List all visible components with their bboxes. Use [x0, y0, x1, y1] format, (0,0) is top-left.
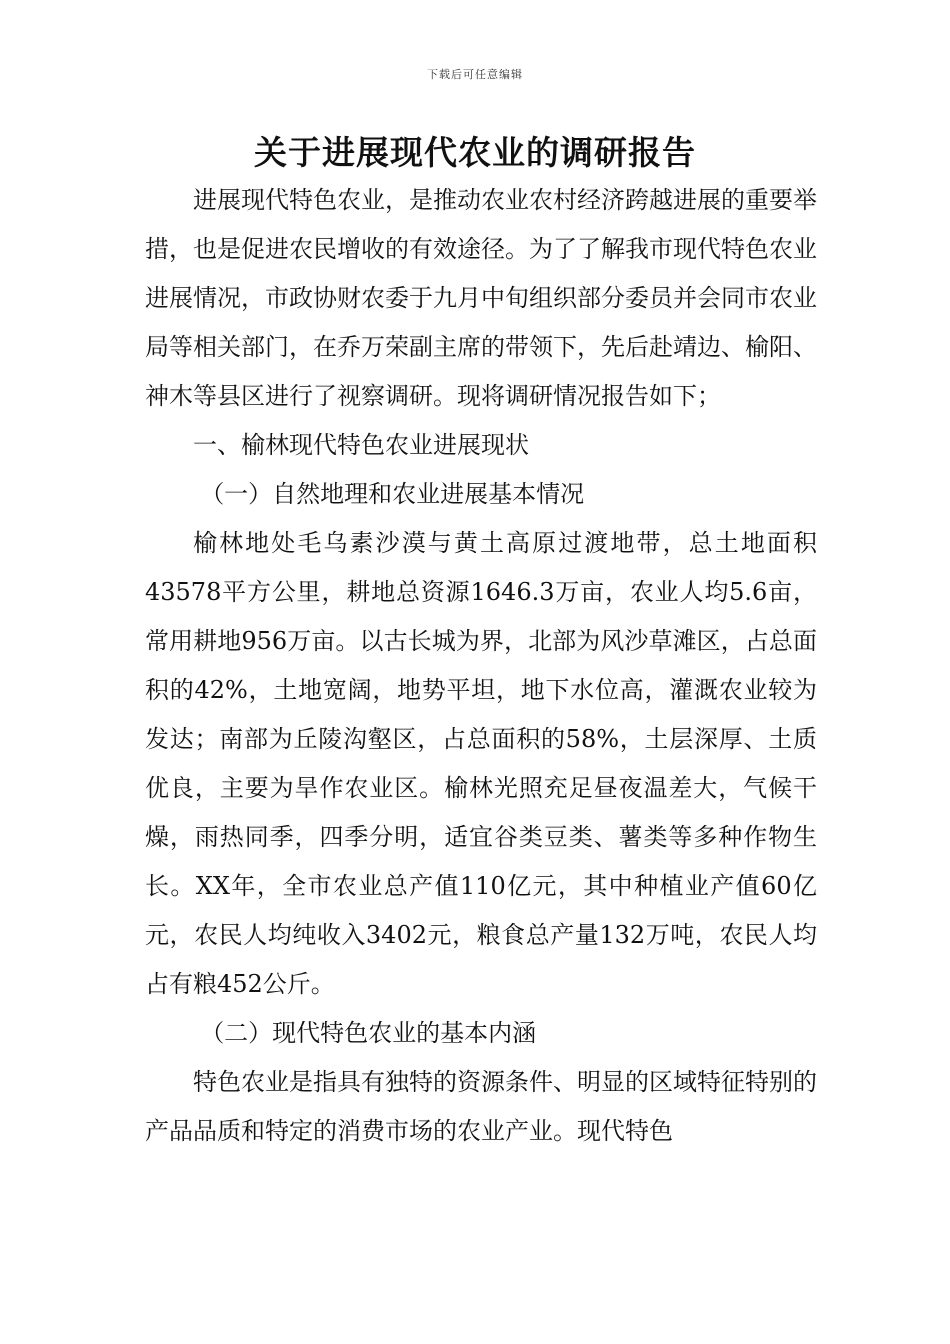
header-note: 下载后可任意编辑 — [427, 68, 523, 81]
subsection-1-heading: （一）自然地理和农业进展基本情况 — [200, 480, 585, 508]
section-1-heading: 一、榆林现代特色农业进展现状 — [193, 431, 529, 459]
subsection-1-paragraph: 榆林地处毛乌素沙漠与黄土高原过渡地带，总土地面积43578平方公里，耕地总资源1646.3万亩，农业人均5.6亩，常用耕地956万亩。以古长城为界，北部为风沙草滩区，占总面积的42%，土地宽阔，地势平坦，地下水位高，灌溉农业较为发达；南部为丘陵沟壑区，占总面积的58%，土层深厚、土质优良，主要为旱作农业区。榆林光照充足昼夜温差大，气候干燥，雨热同季，四季分明，适宜谷类豆类、薯类等多种作物生长。XX年，全市农业总产值110亿元，其中种植业产值60亿元，农民人均纯收入3402元，粮食总产量132万吨，农民人均占有粮452公斤。 — [145, 529, 817, 998]
subsection-2-heading: （二）现代特色农业的基本内涵 — [200, 1019, 537, 1047]
document-body — [145, 176, 817, 1156]
intro-paragraph: 进展现代特色农业，是推动农业农村经济跨越进展的重要举措，也是促进农民增收的有效途径。为了了解我市现代特色农业进展情况，市政协财农委于九月中旬组织部分委员并会同市农业局等相关部门，在乔万荣副主席的带领下，先后赴靖边、榆阳、神木等县区进行了视察调研。现将调研情况报告如下； — [145, 186, 817, 410]
document-title: 关于进展现代农业的调研报告 — [254, 133, 696, 172]
subsection-2-paragraph: 特色农业是指具有独特的资源条件、明显的区域特征特别的产品品质和特定的消费市场的农业产业。现代特色 — [145, 1068, 817, 1145]
